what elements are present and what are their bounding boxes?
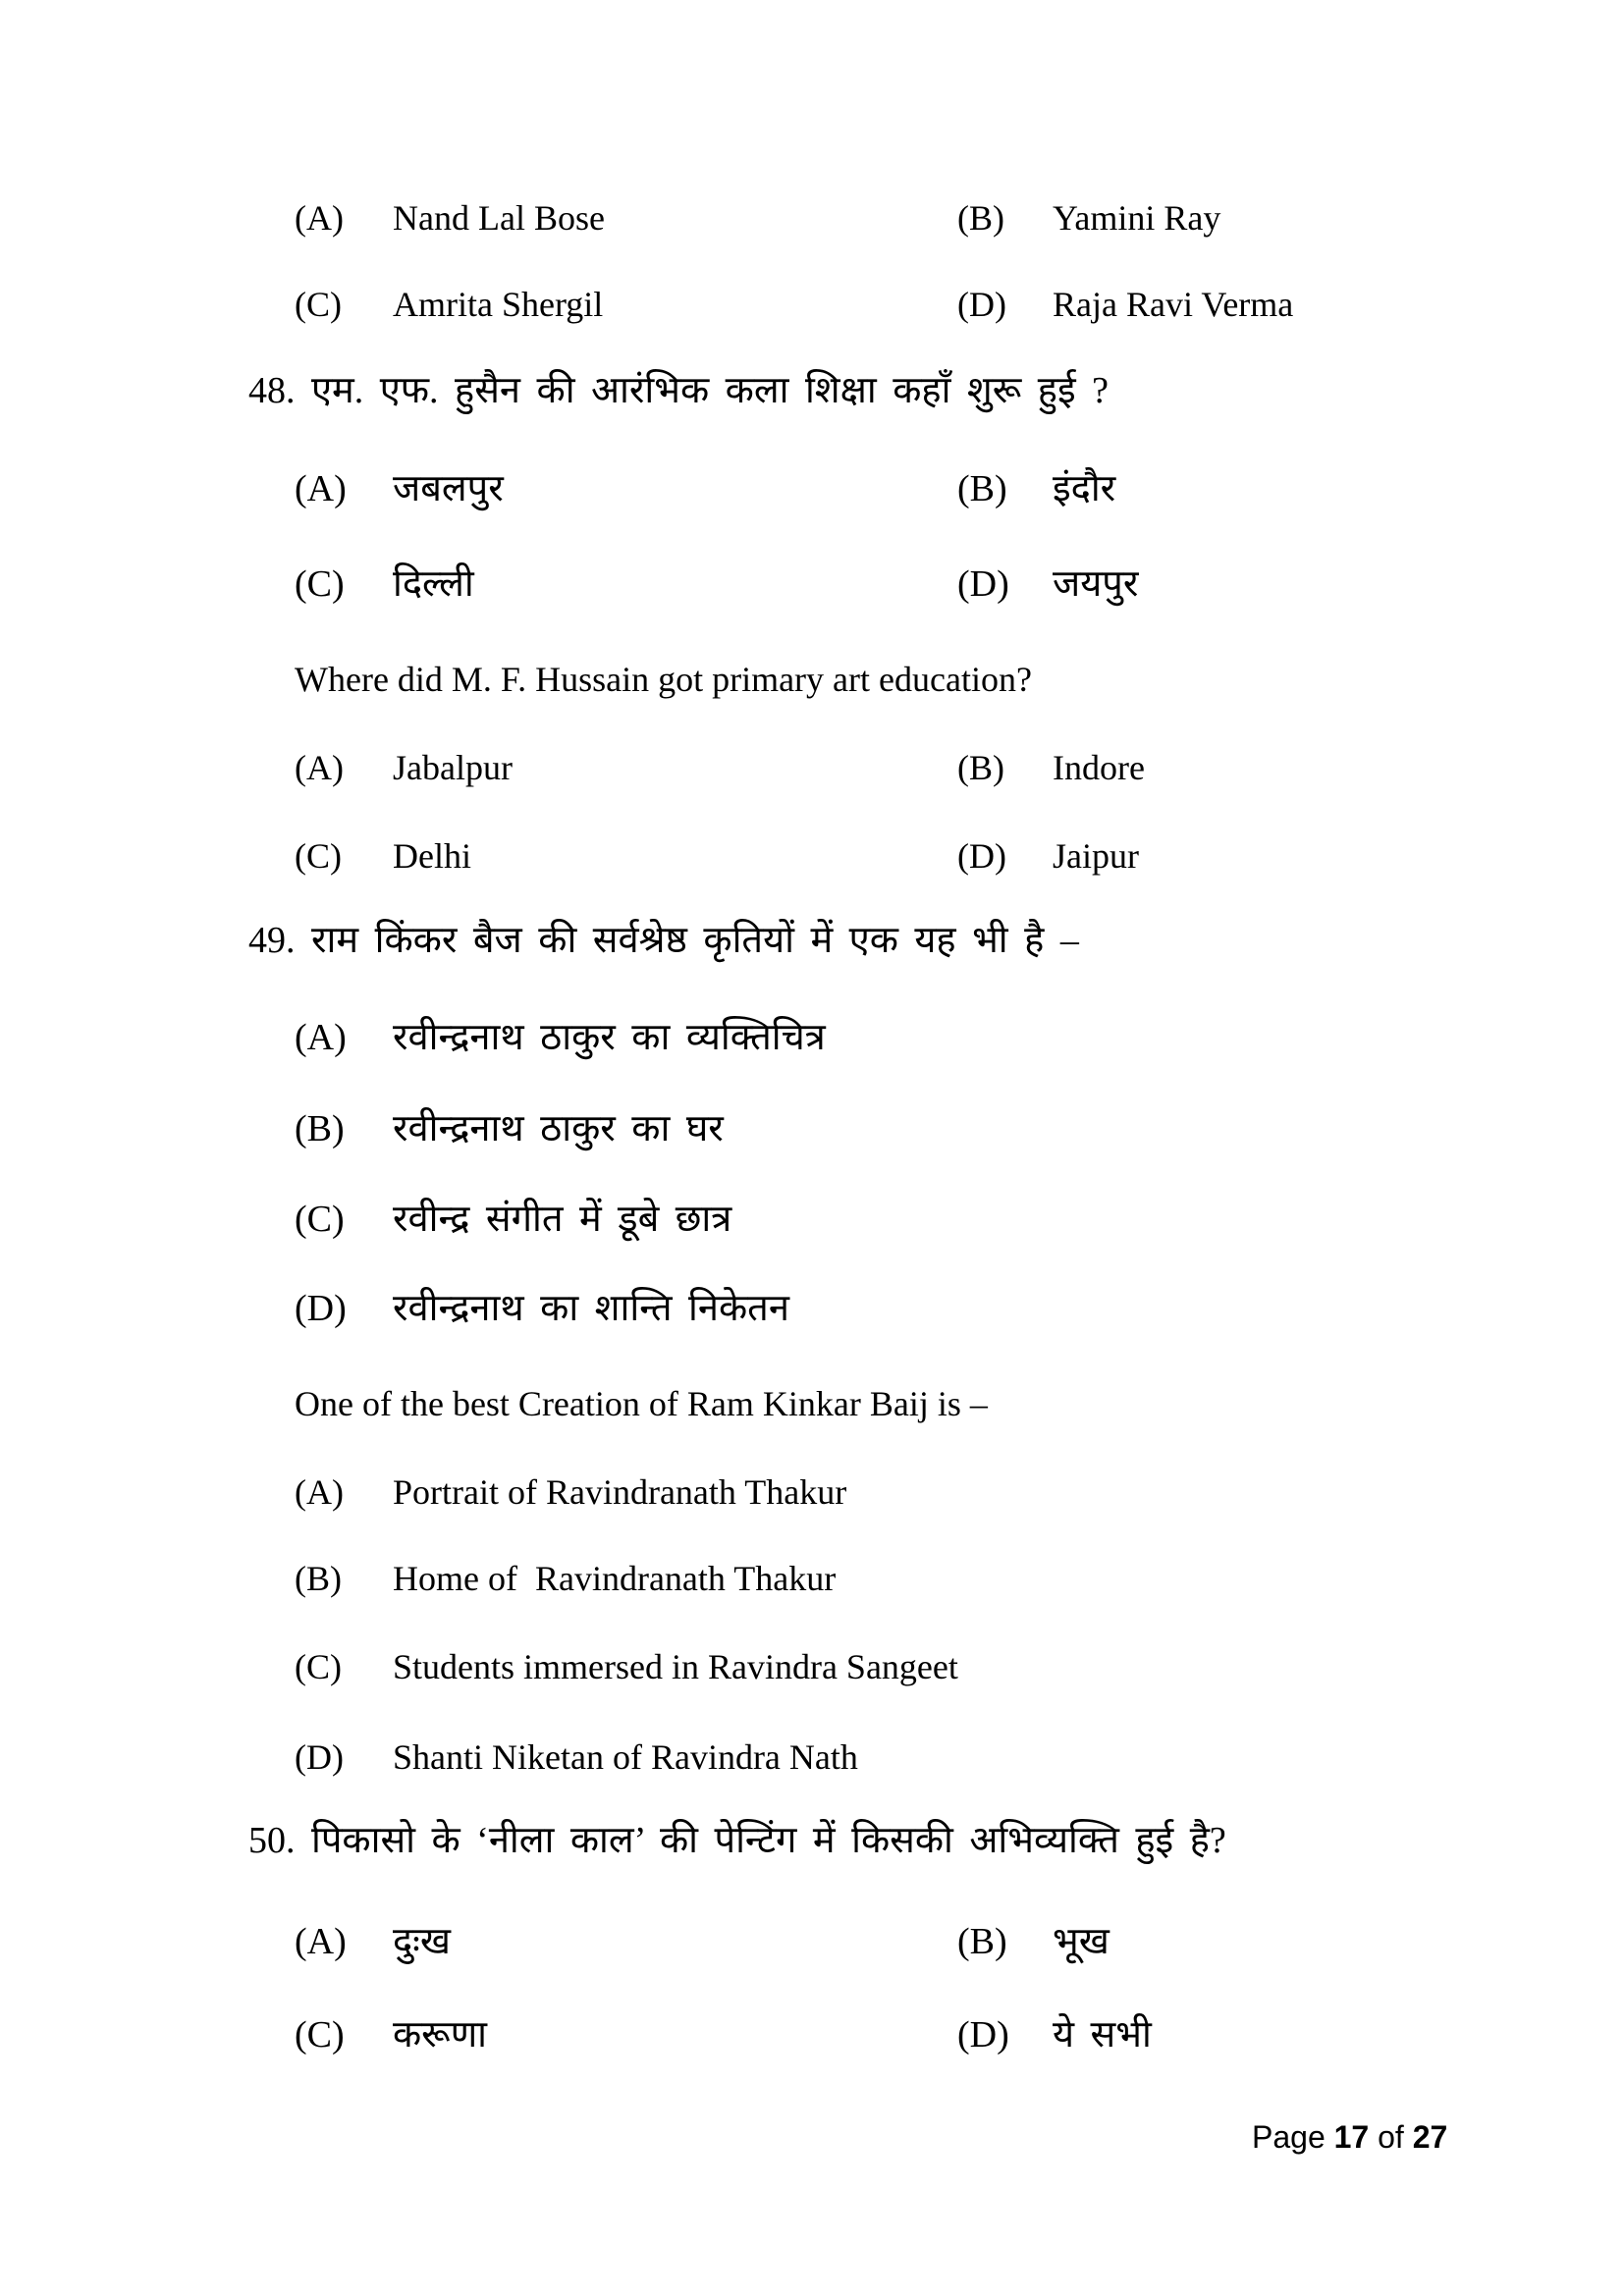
option-text: भूख <box>1053 1921 1110 1962</box>
option-text: इंदौर <box>1053 468 1116 509</box>
question-48-hindi <box>0 368 1624 419</box>
option-text: रवीन्द्रनाथ का शान्ति निकेतन <box>393 1288 789 1329</box>
option-letter: (A) <box>295 198 344 238</box>
option-row <box>0 561 1624 613</box>
option-letter: (C) <box>295 2014 345 2056</box>
option-text: दिल्ली <box>393 563 474 605</box>
question-number: 50. <box>248 1820 296 1861</box>
option-row <box>0 466 1624 517</box>
question-number: 48. <box>248 370 296 411</box>
option-letter: (B) <box>295 1108 345 1149</box>
option-letter: (C) <box>295 836 342 876</box>
option-row <box>0 833 1624 884</box>
option-text: रवीन्द्रनाथ ठाकुर का व्यक्तिचित्र <box>393 1017 826 1058</box>
option-letter: (A) <box>295 748 344 787</box>
question-text: राम किंकर बैज की सर्वश्रेष्ठ कृतियों में एक यह भी है – <box>311 920 1079 961</box>
option-letter: (D) <box>957 836 1006 876</box>
question-text: पिकासो के ‘नीला काल’ की पेन्टिंग में किसकी अभिव्यक्ति हुई है? <box>311 1820 1226 1861</box>
option-text: Indore <box>1053 748 1145 787</box>
option-row <box>0 1197 1624 1248</box>
question-number: 49. <box>248 920 296 961</box>
option-letter: (A) <box>295 1472 344 1512</box>
option-text: Jabalpur <box>393 748 513 787</box>
option-text: Jaipur <box>1053 836 1139 876</box>
option-row <box>0 1106 1624 1157</box>
option-text: दुःख <box>393 1921 451 1962</box>
page-label: Page <box>1252 2119 1326 2155</box>
page-number <box>1252 2117 1447 2157</box>
option-letter: (B) <box>957 748 1004 787</box>
option-text: रवीन्द्रनाथ ठाकुर का घर <box>393 1108 724 1149</box>
option-letter: (A) <box>295 468 347 509</box>
option-letter: (D) <box>295 1288 347 1329</box>
option-letter: (D) <box>957 285 1006 324</box>
option-row <box>0 1644 1624 1695</box>
question-text: एम. एफ. हुसैन की आरंभिक कला शिक्षा कहाँ शुरू हुई ? <box>311 370 1109 411</box>
option-text: ये सभी <box>1053 2014 1152 2056</box>
option-letter: (A) <box>295 1017 347 1058</box>
total-page-number: 27 <box>1412 2119 1448 2155</box>
option-letter: (B) <box>957 468 1007 509</box>
option-row <box>0 1919 1624 1970</box>
question-49-hindi <box>0 918 1624 969</box>
option-row <box>0 282 1624 333</box>
question-48-english <box>0 657 1624 708</box>
page-footer <box>0 2117 1624 2168</box>
option-letter: (D) <box>957 2014 1009 2056</box>
option-text: Delhi <box>393 836 471 876</box>
option-letter: (B) <box>957 1921 1007 1962</box>
option-row <box>0 1469 1624 1521</box>
current-page-number: 17 <box>1333 2119 1370 2155</box>
option-letter: (C) <box>295 285 342 324</box>
option-letter: (C) <box>295 1199 345 1240</box>
option-row <box>0 1556 1624 1607</box>
option-letter: (B) <box>295 1559 342 1598</box>
option-letter: (C) <box>295 1647 342 1686</box>
option-row <box>0 1286 1624 1337</box>
option-row <box>0 1015 1624 1066</box>
option-row <box>0 745 1624 796</box>
option-text: Portrait of Ravindranath Thakur <box>393 1472 847 1512</box>
option-letter: (A) <box>295 1921 347 1962</box>
option-text: करूणा <box>393 2014 488 2056</box>
page-of-label: of <box>1378 2119 1404 2155</box>
option-text: Home of Ravindranath Thakur <box>393 1559 837 1598</box>
option-row <box>0 1735 1624 1786</box>
question-text: Where did M. F. Hussain got primary art education? <box>295 660 1032 699</box>
option-text: जबलपुर <box>393 468 504 509</box>
question-text: One of the best Creation of Ram Kinkar Baij is – <box>295 1384 988 1423</box>
option-letter: (D) <box>295 1737 344 1777</box>
option-text: Shanti Niketan of Ravindra Nath <box>393 1737 858 1777</box>
option-text: जयपुर <box>1053 563 1139 605</box>
option-text: रवीन्द्र संगीत में डूबे छात्र <box>393 1199 732 1240</box>
option-text: Raja Ravi Verma <box>1053 285 1294 324</box>
question-50-hindi <box>0 1818 1624 1869</box>
option-text: Amrita Shergil <box>393 285 604 324</box>
option-letter: (D) <box>957 563 1009 605</box>
option-text: Students immersed in Ravindra Sangeet <box>393 1647 958 1686</box>
option-letter: (C) <box>295 563 345 605</box>
option-text: Nand Lal Bose <box>393 198 605 238</box>
option-row <box>0 195 1624 246</box>
option-text: Yamini Ray <box>1053 198 1221 238</box>
option-row <box>0 2012 1624 2063</box>
option-letter: (B) <box>957 198 1004 238</box>
question-49-english <box>0 1381 1624 1432</box>
